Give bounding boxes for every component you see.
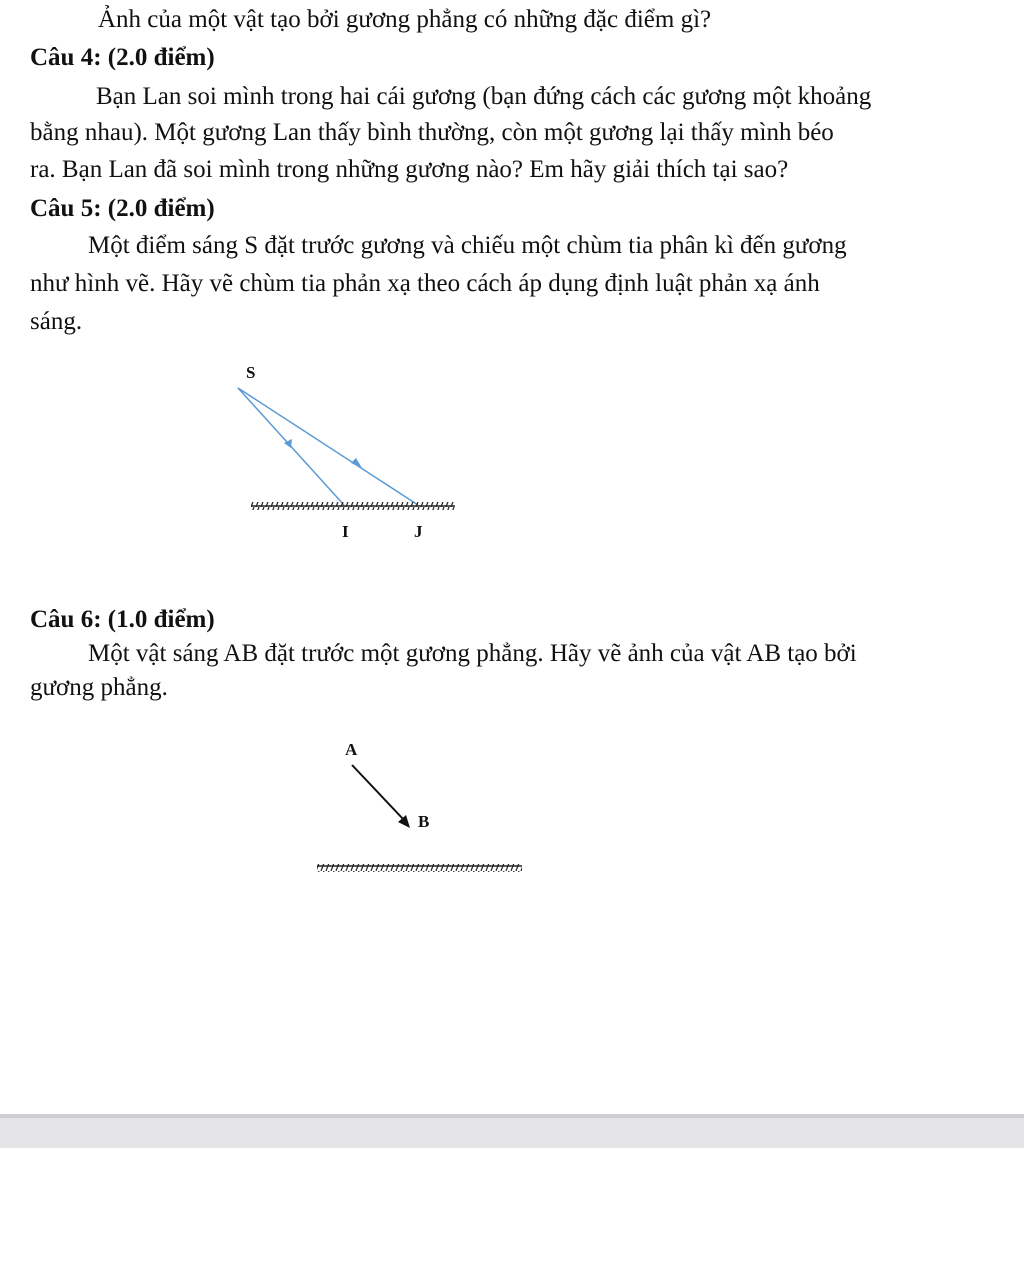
ray-sj-arrow-icon — [351, 458, 362, 468]
incidence-point-j-label: J — [414, 522, 423, 541]
question-4-line-1: Bạn Lan soi mình trong hai cái gương (bạn đứng cách các gương một khoảng — [96, 83, 872, 110]
question-5-line-3: sáng. — [30, 308, 83, 335]
question-3-tail: Ảnh của một vật tạo bởi gương phẳng có những đặc điểm gì? — [98, 6, 712, 33]
question-6-figure — [300, 735, 560, 885]
question-4-line-2: bằng nhau). Một gương Lan thấy bình thường, còn một gương lại thấy mình béo — [30, 119, 834, 146]
question-5-heading: Câu 5: (2.0 điểm) — [30, 195, 215, 222]
question-4-heading: Câu 4: (2.0 điểm) — [30, 44, 215, 71]
object-ab — [352, 765, 404, 820]
question-5-line-2: như hình vẽ. Hãy vẽ chùm tia phản xạ theo cách áp dụng định luật phản xạ ánh — [30, 270, 820, 297]
question-6-line-1: Một vật sáng AB đặt trước một gương phẳng. Hãy vẽ ảnh của vật AB tạo bởi — [88, 640, 857, 667]
object-point-a-label: A — [345, 740, 358, 759]
incidence-point-i-label: I — [342, 522, 349, 541]
question-6-heading: Câu 6: (1.0 điểm) — [30, 606, 215, 633]
point-source-label: S — [246, 363, 256, 382]
page-separator — [0, 1114, 1024, 1148]
question-5-figure — [220, 355, 520, 555]
next-page — [0, 1148, 1024, 1280]
question-6-line-2: gương phẳng. — [30, 674, 168, 701]
object-point-b-label: B — [418, 812, 430, 831]
question-5-line-1: Một điểm sáng S đặt trước gương và chiếu một chùm tia phân kì đến gương — [88, 232, 847, 259]
question-4-line-3: ra. Bạn Lan đã soi mình trong những gương nào? Em hãy giải thích tại sao? — [30, 156, 789, 183]
